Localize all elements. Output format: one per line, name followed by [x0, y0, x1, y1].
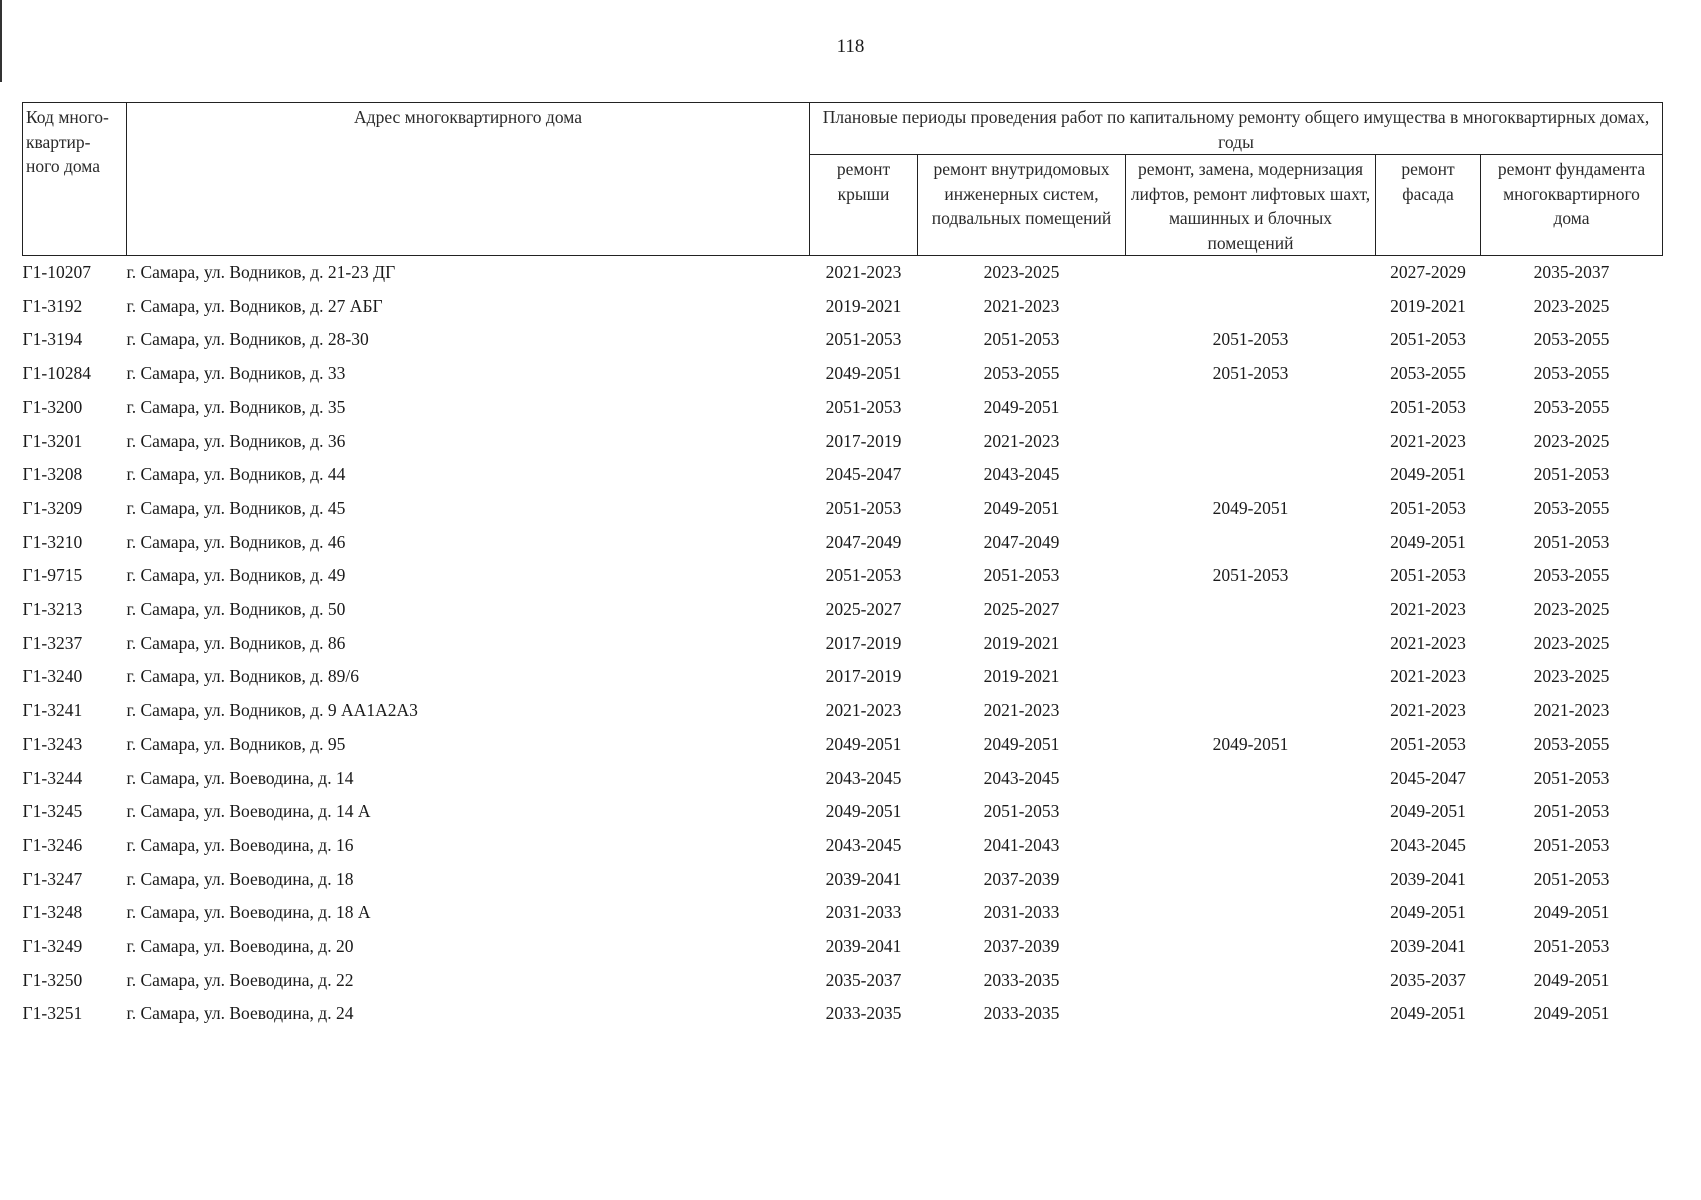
cell-roof: 2043-2045: [825, 767, 902, 788]
cell-roof: 2043-2045: [825, 834, 902, 855]
cell-lifts: [1126, 795, 1376, 829]
cell-lifts: [1126, 997, 1376, 1031]
cell-address: г. Самара, ул. Водников, д. 21-23 ДГ: [126, 262, 396, 282]
table-row: [23, 458, 1663, 492]
cell-facade: 2035-2037: [1390, 969, 1466, 990]
cell-address: г. Самара, ул. Водников, д. 89/6: [126, 666, 360, 687]
cell-facade: 2045-2047: [1390, 767, 1466, 788]
cell-facade: 2049-2051: [1390, 464, 1466, 485]
cell-address: г. Самара, ул. Водников, д. 9 АА1А2А3: [126, 700, 418, 721]
cell-foundation: 2051-2053: [1533, 767, 1610, 788]
cell-facade: 2049-2051: [1390, 902, 1466, 923]
cell-code: Г1-3243: [22, 733, 83, 754]
table-row: [23, 997, 1663, 1031]
cell-foundation: 2023-2025: [1533, 666, 1610, 687]
cell-address: г. Самара, ул. Водников, д. 50: [126, 599, 346, 620]
cell-foundation: 2051-2053: [1533, 531, 1610, 552]
cell-foundation: 2051-2053: [1533, 868, 1610, 889]
cell-roof: 2017-2019: [825, 632, 902, 653]
cell-foundation: 2053-2055: [1533, 565, 1610, 586]
cell-engineering: 2021-2023: [983, 430, 1060, 451]
cell-facade: 2039-2041: [1390, 936, 1466, 957]
cell-roof: 2021-2023: [825, 700, 902, 721]
cell-lifts: [1126, 829, 1376, 863]
cell-roof: 2039-2041: [825, 868, 902, 889]
cell-engineering: 2021-2023: [983, 295, 1060, 316]
cell-lifts: [1126, 290, 1376, 324]
header-address: Адрес многоквартирного дома: [127, 103, 810, 256]
cell-code: Г1-10207: [22, 262, 91, 282]
cell-engineering: 2041-2043: [983, 834, 1060, 855]
cell-engineering: 2053-2055: [983, 363, 1060, 384]
table-row: [23, 391, 1663, 425]
cell-code: Г1-3192: [22, 295, 83, 316]
table-row: [23, 492, 1663, 526]
cell-engineering: 2043-2045: [983, 767, 1060, 788]
table-row: [23, 593, 1663, 627]
cell-facade: 2019-2021: [1390, 295, 1466, 316]
cell-code: Г1-3247: [22, 868, 83, 889]
cell-roof: 2017-2019: [825, 666, 902, 687]
cell-address: г. Самара, ул. Воеводина, д. 20: [126, 936, 354, 957]
cell-foundation: 2053-2055: [1533, 733, 1610, 754]
cell-address: г. Самара, ул. Водников, д. 49: [126, 565, 346, 586]
table-row: [23, 930, 1663, 964]
table-row: [23, 863, 1663, 897]
cell-facade: 2051-2053: [1390, 565, 1466, 586]
table-row: [23, 526, 1663, 560]
cell-foundation: 2053-2055: [1533, 396, 1610, 417]
cell-roof: 2049-2051: [825, 363, 902, 384]
cell-engineering: 2033-2035: [983, 969, 1060, 990]
cell-address: г. Самара, ул. Воеводина, д. 18 А: [126, 902, 371, 923]
cell-engineering: 2037-2039: [983, 936, 1060, 957]
cell-foundation: 2023-2025: [1533, 430, 1610, 451]
cell-facade: 2043-2045: [1390, 834, 1466, 855]
cell-roof: 2047-2049: [825, 531, 902, 552]
cell-address: г. Самара, ул. Воеводина, д. 22: [126, 969, 354, 990]
cell-roof: 2039-2041: [825, 936, 902, 957]
cell-engineering: 2043-2045: [983, 464, 1060, 485]
cell-lifts: 2049-2051: [1212, 733, 1289, 754]
cell-foundation: 2051-2053: [1533, 801, 1610, 822]
cell-address: г. Самара, ул. Водников, д. 46: [126, 531, 346, 552]
cell-code: Г1-3210: [22, 531, 83, 552]
cell-address: г. Самара, ул. Водников, д. 33: [126, 363, 346, 384]
cell-lifts: [1126, 256, 1376, 290]
table-row: [23, 559, 1663, 593]
cell-foundation: 2053-2055: [1533, 497, 1610, 518]
cell-address: г. Самара, ул. Водников, д. 28-30: [126, 329, 369, 350]
table-row: [23, 357, 1663, 391]
header-lifts: ремонт, замена, модернизация лифтов, ремонт лифтовых шахт, машинных и блочных помещений: [1126, 155, 1376, 256]
cell-engineering: 2021-2023: [983, 700, 1060, 721]
cell-facade: 2051-2053: [1390, 497, 1466, 518]
cell-address: г. Самара, ул. Воеводина, д. 24: [126, 1003, 354, 1024]
table-row: [23, 660, 1663, 694]
table-body: [23, 256, 1663, 1032]
cell-code: Г1-3209: [22, 497, 83, 518]
cell-roof: 2049-2051: [825, 801, 902, 822]
cell-foundation: 2023-2025: [1533, 599, 1610, 620]
cell-roof: 2051-2053: [825, 497, 902, 518]
cell-roof: 2051-2053: [825, 396, 902, 417]
cell-roof: 2019-2021: [825, 295, 902, 316]
cell-address: г. Самара, ул. Воеводина, д. 16: [126, 834, 354, 855]
cell-engineering: 2031-2033: [983, 902, 1060, 923]
cell-lifts: 2049-2051: [1212, 497, 1289, 518]
cell-roof: 2033-2035: [825, 1003, 902, 1024]
cell-foundation: 2021-2023: [1533, 700, 1610, 721]
cell-foundation: 2023-2025: [1533, 295, 1610, 316]
table-row: [23, 896, 1663, 930]
cell-facade: 2021-2023: [1390, 700, 1466, 721]
cell-foundation: 2051-2053: [1533, 834, 1610, 855]
table-row: [23, 290, 1663, 324]
header-code: Код много-квартир-ного дома: [23, 103, 127, 256]
cell-code: Г1-3241: [22, 700, 83, 721]
header-foundation: ремонт фундамента многоквартирного дома: [1481, 155, 1663, 256]
cell-facade: 2051-2053: [1390, 329, 1466, 350]
cell-roof: 2035-2037: [825, 969, 902, 990]
cell-foundation: 2049-2051: [1533, 969, 1610, 990]
cell-roof: 2051-2053: [825, 329, 902, 350]
header-roof: ремонт крыши: [810, 155, 918, 256]
table-row: [23, 762, 1663, 796]
cell-address: г. Самара, ул. Водников, д. 95: [126, 733, 346, 754]
header-facade: ремонт фасада: [1376, 155, 1481, 256]
cell-address: г. Самара, ул. Воеводина, д. 14: [126, 767, 354, 788]
cell-foundation: 2051-2053: [1533, 464, 1610, 485]
cell-roof: 2017-2019: [825, 430, 902, 451]
cell-roof: 2025-2027: [825, 599, 902, 620]
table-row: [23, 256, 1663, 290]
cell-lifts: 2051-2053: [1212, 329, 1289, 350]
table-row: [23, 627, 1663, 661]
page-number: 118: [836, 36, 865, 57]
header-periods-group: Плановые периоды проведения работ по капитальному ремонту общего имущества в многоквартирных домах, годы: [810, 103, 1663, 155]
cell-foundation: 2035-2037: [1533, 262, 1610, 282]
cell-code: Г1-3246: [22, 834, 83, 855]
cell-code: Г1-10284: [22, 363, 91, 384]
cell-engineering: 2047-2049: [983, 531, 1060, 552]
cell-code: Г1-3201: [22, 430, 83, 451]
cell-foundation: 2053-2055: [1533, 329, 1610, 350]
cell-code: Г1-3250: [22, 969, 83, 990]
repair-schedule-table: [22, 102, 1663, 1031]
cell-address: г. Самара, ул. Водников, д. 35: [126, 396, 346, 417]
table-row: [23, 694, 1663, 728]
cell-lifts: [1126, 391, 1376, 425]
table-header: [23, 103, 1663, 256]
cell-address: г. Самара, ул. Водников, д. 36: [126, 430, 346, 451]
cell-roof: 2045-2047: [825, 464, 902, 485]
table-row: [23, 795, 1663, 829]
cell-engineering: 2049-2051: [983, 497, 1060, 518]
cell-code: Г1-3194: [22, 329, 83, 350]
cell-foundation: 2053-2055: [1533, 363, 1610, 384]
cell-lifts: 2051-2053: [1212, 363, 1289, 384]
cell-lifts: 2051-2053: [1212, 565, 1289, 586]
table-row: [23, 728, 1663, 762]
cell-lifts: [1126, 627, 1376, 661]
cell-lifts: [1126, 660, 1376, 694]
cell-address: г. Самара, ул. Водников, д. 44: [126, 464, 346, 485]
table-row: [23, 964, 1663, 998]
cell-address: г. Самара, ул. Водников, д. 27 АБГ: [126, 295, 383, 316]
cell-code: Г1-3245: [22, 801, 83, 822]
cell-code: Г1-3240: [22, 666, 83, 687]
cell-address: г. Самара, ул. Водников, д. 86: [126, 632, 346, 653]
cell-address: г. Самара, ул. Воеводина, д. 18: [126, 868, 354, 889]
cell-facade: 2021-2023: [1390, 632, 1466, 653]
cell-engineering: 2037-2039: [983, 868, 1060, 889]
cell-roof: 2031-2033: [825, 902, 902, 923]
cell-lifts: [1126, 526, 1376, 560]
cell-code: Г1-3244: [22, 767, 83, 788]
cell-lifts: [1126, 762, 1376, 796]
cell-engineering: 2051-2053: [983, 565, 1060, 586]
cell-facade: 2027-2029: [1390, 262, 1466, 282]
cell-roof: 2049-2051: [825, 733, 902, 754]
cell-lifts: [1126, 896, 1376, 930]
header-engineering: ремонт внутридомовых инженерных систем, подвальных помещений: [918, 155, 1126, 256]
cell-code: Г1-3248: [22, 902, 83, 923]
cell-code: Г1-3213: [22, 599, 83, 620]
cell-lifts: [1126, 930, 1376, 964]
cell-code: Г1-3237: [22, 632, 83, 653]
cell-engineering: 2033-2035: [983, 1003, 1060, 1024]
table-row: [23, 425, 1663, 459]
cell-engineering: 2023-2025: [983, 262, 1060, 282]
cell-engineering: 2019-2021: [983, 632, 1060, 653]
cell-code: Г1-3249: [22, 936, 83, 957]
cell-address: г. Самара, ул. Водников, д. 45: [126, 497, 346, 518]
cell-engineering: 2051-2053: [983, 329, 1060, 350]
cell-code: Г1-9715: [22, 565, 83, 586]
cell-facade: 2051-2053: [1390, 396, 1466, 417]
cell-facade: 2049-2051: [1390, 1003, 1466, 1024]
cell-roof: 2051-2053: [825, 565, 902, 586]
cell-engineering: 2049-2051: [983, 733, 1060, 754]
cell-code: Г1-3200: [22, 396, 83, 417]
cell-facade: 2039-2041: [1390, 868, 1466, 889]
table-row: [23, 323, 1663, 357]
cell-lifts: [1126, 593, 1376, 627]
cell-address: г. Самара, ул. Воеводина, д. 14 А: [126, 801, 371, 822]
cell-facade: 2053-2055: [1390, 363, 1466, 384]
cell-facade: 2051-2053: [1390, 733, 1466, 754]
cell-foundation: 2023-2025: [1533, 632, 1610, 653]
cell-facade: 2049-2051: [1390, 801, 1466, 822]
cell-lifts: [1126, 964, 1376, 998]
cell-lifts: [1126, 425, 1376, 459]
cell-engineering: 2019-2021: [983, 666, 1060, 687]
cell-engineering: 2051-2053: [983, 801, 1060, 822]
cell-code: Г1-3208: [22, 464, 83, 485]
table-row: [23, 829, 1663, 863]
cell-lifts: [1126, 863, 1376, 897]
cell-foundation: 2049-2051: [1533, 902, 1610, 923]
cell-roof: 2021-2023: [825, 262, 902, 282]
cell-facade: 2049-2051: [1390, 531, 1466, 552]
cell-code: Г1-3251: [22, 1003, 83, 1024]
cell-foundation: 2049-2051: [1533, 1003, 1610, 1024]
cell-lifts: [1126, 458, 1376, 492]
cell-engineering: 2049-2051: [983, 396, 1060, 417]
cell-lifts: [1126, 694, 1376, 728]
cell-engineering: 2025-2027: [983, 599, 1060, 620]
cell-facade: 2021-2023: [1390, 599, 1466, 620]
cell-facade: 2021-2023: [1390, 430, 1466, 451]
cell-facade: 2021-2023: [1390, 666, 1466, 687]
cell-foundation: 2051-2053: [1533, 936, 1610, 957]
